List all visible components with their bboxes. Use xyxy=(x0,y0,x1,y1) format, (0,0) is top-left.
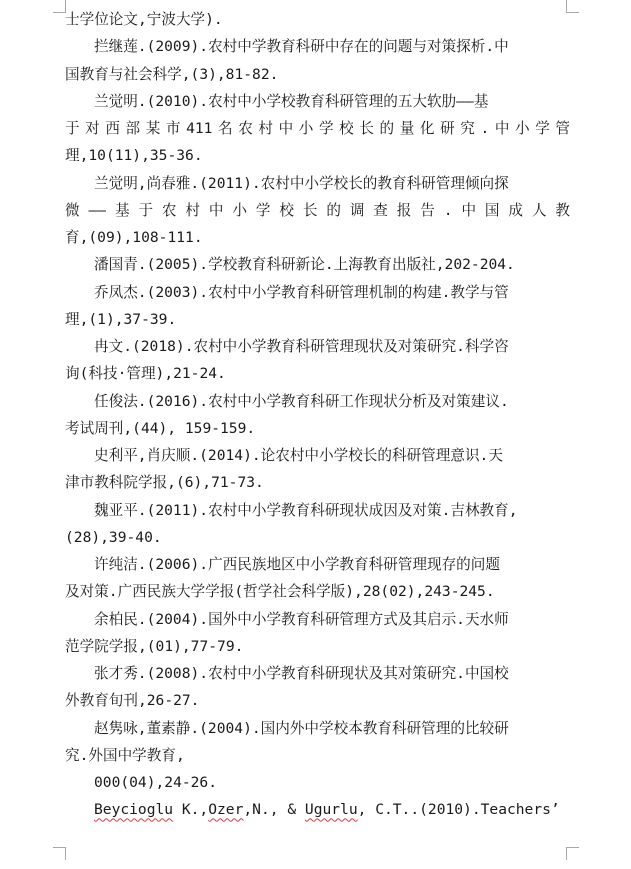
reference-line: 赵隽咏,董素静.(2004).国内外中学校本教育科研管理的比较研 xyxy=(94,719,509,737)
misspelled-word: Beycioglu xyxy=(94,801,174,819)
reference-line: 考试周刊,(44), 159-159. xyxy=(65,419,256,437)
reference-text: , C.T..(2010).Teachers’ xyxy=(357,801,560,819)
reference-line: 于对西部某市411名农村中小学校长的量化研究.中小学管 xyxy=(65,120,570,137)
misspelled-word: Ugurlu xyxy=(304,801,358,819)
reference-line: (28),39-40. xyxy=(65,528,162,546)
reference-line: 潘国青.(2005).学校教育科研新论.上海教育出版社,202-204. xyxy=(94,256,515,274)
reference-line: 魏亚平.(2011).农村中小学教育科研现状成因及对策.吉林教育, xyxy=(94,501,518,519)
reference-line: 范学院学报,(01),77-79. xyxy=(65,637,244,655)
reference-line: 乔凤杰.(2003).农村中小学教育科研管理机制的构建.教学与管 xyxy=(94,283,509,301)
reference-line: 理,(1),37-39. xyxy=(65,310,177,328)
reference-lines xyxy=(65,6,570,796)
crop-mark-bottom-right xyxy=(566,847,579,860)
reference-line: 国教育与社会科学,(3),81-82. xyxy=(65,65,279,83)
crop-mark-bottom-left xyxy=(53,847,66,860)
reference-line: 任俊法.(2016).农村中小学教育科研工作现状分析及对策建议. xyxy=(94,392,509,410)
reference-line: 拦继莲.(2009).农村中学教育科研中存在的问题与对策探析.中 xyxy=(94,38,509,56)
reference-line: 000(04),24-26. xyxy=(94,774,218,791)
reference-line-last xyxy=(65,796,570,823)
misspelled-word: Ozer xyxy=(208,801,244,819)
reference-line: 微——基于农村中小学校长的调查报告.中国成人教 xyxy=(65,201,570,219)
reference-line: 询(科技·管理),21-24. xyxy=(65,365,226,383)
reference-text: K., xyxy=(173,801,209,819)
reference-list[interactable] xyxy=(65,6,570,824)
reference-line: 兰觉明.(2010).农村中小学校教育科研管理的五大软肋——基 xyxy=(94,92,489,110)
reference-line: 育,(09),108-111. xyxy=(65,229,203,246)
reference-line: 究.外国中学教育, xyxy=(65,746,185,764)
reference-line: 津市教科院学报,(6),71-73. xyxy=(65,474,264,492)
reference-line: 史利平,肖庆顺.(2014).论农村中小学校长的科研管理意识.天 xyxy=(94,447,503,464)
reference-line: 余柏民.(2004).国外中小学教育科研管理方式及其启示.天水师 xyxy=(94,610,509,628)
reference-line: 张才秀.(2008).农村中小学教育科研现状及其对策研究.中国校 xyxy=(94,665,509,682)
reference-line: 士学位论文,宁波大学). xyxy=(65,11,223,28)
reference-line: 及对策.广西民族大学学报(哲学社会科学版),28(02),243-245. xyxy=(65,583,495,601)
reference-line: 冉文.(2018).农村中小学教育科研管理现状及对策研究.科学咨 xyxy=(94,338,509,355)
reference-text: ,N., & xyxy=(243,801,305,819)
reference-line: 许纯洁.(2006).广西民族地区中小学教育科研管理现存的问题 xyxy=(94,556,500,573)
reference-line: 兰觉明,尚春雅.(2011).农村中小学校长的教育科研管理倾向探 xyxy=(94,174,509,192)
reference-line: 外教育旬刊,26-27. xyxy=(65,692,200,710)
reference-line: 理,10(11),35-36. xyxy=(65,147,203,165)
